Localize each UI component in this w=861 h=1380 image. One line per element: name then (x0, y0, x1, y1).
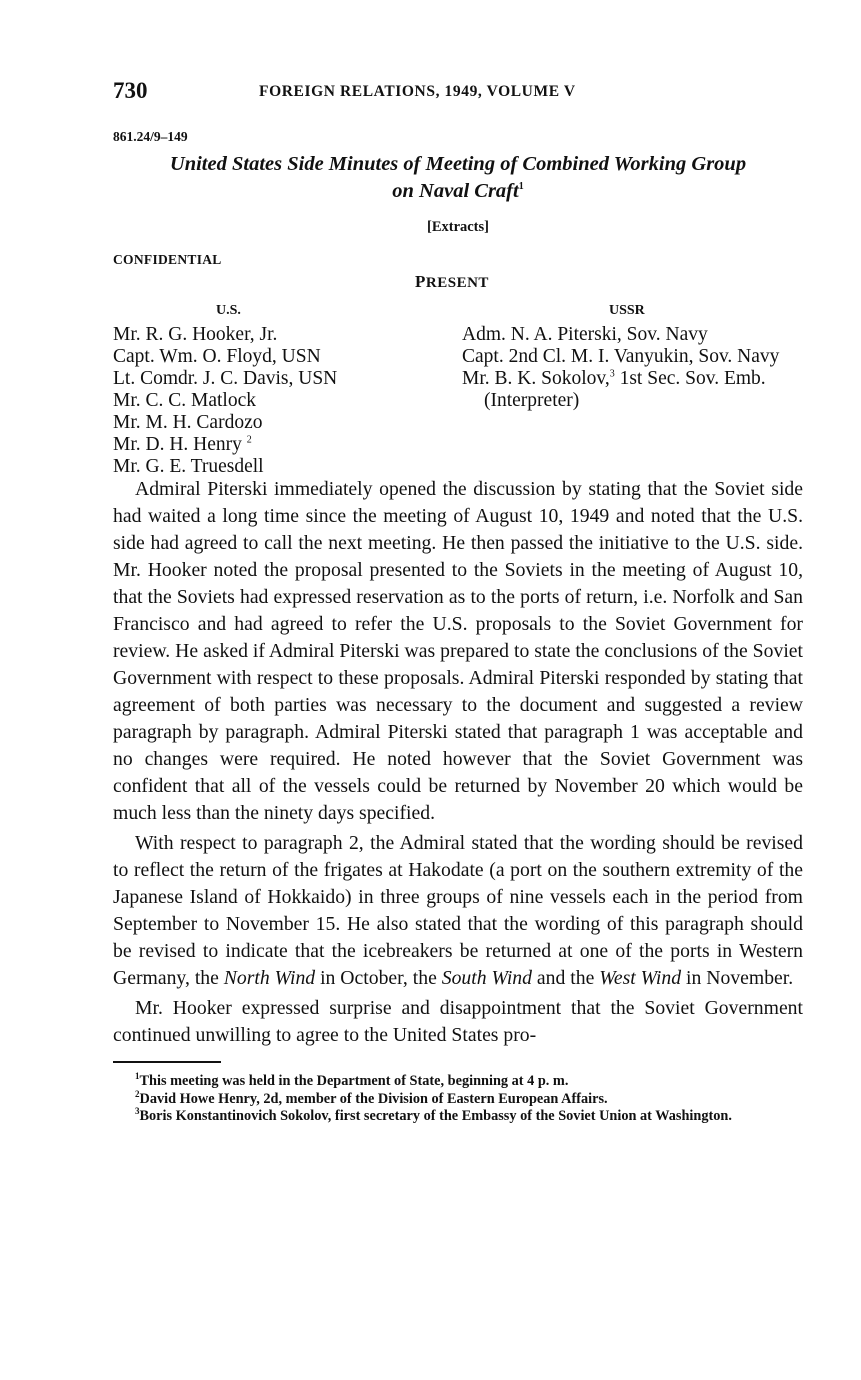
document-title-line-1: United States Side Minutes of Meeting of Combined Working Group (169, 153, 747, 175)
classification-label: CONFIDENTIAL (113, 252, 222, 267)
minutes-body (113, 476, 803, 1049)
us-member: Mr. M. H. Cardozo (113, 412, 263, 433)
present-heading-initial: P (415, 272, 426, 291)
footnote-ref-3: 3 (609, 368, 615, 380)
us-member: Mr. R. G. Hooker, Jr. (113, 324, 278, 345)
present-heading (415, 272, 803, 292)
ship-name: West Wind (599, 967, 682, 989)
ussr-heading: USSR (609, 303, 645, 318)
ship-name: South Wind (441, 967, 532, 989)
footnote-ref-2: 2 (246, 434, 252, 446)
us-member: Capt. Wm. O. Floyd, USN (113, 346, 321, 367)
body-text-run: in November. (681, 967, 794, 989)
us-member: Lt. Comdr. J. C. Davis, USN (113, 368, 338, 389)
attendees-list (113, 298, 803, 476)
footnote-text: Boris Konstantinovich Sokolov, first secretary of the Embassy of the Soviet Union at Washington. (139, 1108, 732, 1124)
body-paragraph (113, 830, 803, 992)
file-number: 861.24/9–149 (113, 129, 188, 144)
running-title: FOREIGN RELATIONS, 1949, VOLUME V (259, 83, 576, 100)
extracts-label: [Extracts] (426, 219, 489, 235)
footnote-number: 2 (135, 1088, 140, 1099)
body-text-run: in October, the (315, 967, 442, 989)
footnote-number: 1 (135, 1071, 140, 1082)
ussr-member-sokolov (462, 368, 807, 412)
footnote-text: This meeting was held in the Department of State, beginning at 4 p. m. (139, 1073, 569, 1089)
body-paragraph: Mr. Hooker expressed surprise and disappointment that the Soviet Government continued unwilling to agree to the United States pro- (113, 997, 803, 1046)
document-title (113, 151, 803, 205)
ussr-member-title: 1st Sec. Sov. Emb. (Interpreter) (484, 368, 766, 411)
ussr-member: Adm. N. A. Piterski, Sov. Navy (462, 324, 708, 345)
page-number: 730 (113, 78, 148, 103)
footnotes (113, 1073, 803, 1126)
us-delegation (113, 298, 443, 478)
footnote-number: 3 (135, 1106, 140, 1117)
footnote-item (113, 1073, 803, 1091)
ussr-delegation (462, 298, 807, 412)
us-member-henry (113, 434, 443, 456)
us-member: Mr. C. C. Matlock (113, 390, 257, 411)
us-member: Mr. G. E. Truesdell (113, 456, 264, 477)
ship-name: North Wind (223, 967, 316, 989)
ussr-member: Capt. 2nd Cl. M. I. Vanyukin, Sov. Navy (462, 346, 780, 367)
body-text-run: and the (531, 967, 600, 989)
ussr-member-name: Mr. B. K. Sokolov, (462, 368, 610, 389)
footnote-text: David Howe Henry, 2d, member of the Division of Eastern European Affairs. (139, 1090, 608, 1107)
document-page (113, 78, 803, 1126)
footnote-divider (113, 1061, 221, 1063)
us-heading: U.S. (216, 303, 241, 318)
body-text-run: With respect to paragraph 2, the Admiral stated that the wording should be revised to reflect the return of the frigates at Hakodate (a port on the southern extremity of the Japanese Island of Hokkaido) in three groups of nine vessels each in the period from September to November 15. He also stated that the wording of this paragraph should be revised to indicate that the icebreakers be returned at one of the ports in Western Germany, the (113, 832, 803, 989)
footnote-item (113, 1108, 803, 1126)
document-title-line-2: on Naval Craft (392, 180, 519, 202)
footnote-ref-1: 1 (518, 181, 524, 193)
us-member-name: Mr. D. H. Henry (113, 434, 242, 455)
running-head (113, 78, 803, 112)
body-paragraph: Admiral Piterski immediately opened the discussion by stating that the Soviet side had waited a long time since the meeting of August 10, 1949 and noted that the U.S. side had agreed to call the next meeting. He then passed the initiative to the U.S. side. Mr. Hooker noted the proposal presented to the Soviets in the meeting of August 10, that the Soviets had expressed reservation as to the ports of return, i.e. Norfolk and San Francisco and had agreed to refer the U.S. proposals to the Soviet Government for review. He asked if Admiral Piterski was prepared to state the conclusions of the Soviet Government with respect to these proposals. Admiral Piterski responded by stating that agreement of both parties was necessary to the document and suggested a review paragraph by paragraph. Admiral Piterski stated that paragraph 1 was acceptable and no changes were required. He noted however that the Soviet Government was confident that all of the vessels could be returned by November 20 which would be much less than the ninety days specified. (113, 478, 803, 824)
footnote-item (113, 1088, 803, 1109)
present-heading-rest: RESENT (425, 275, 489, 291)
